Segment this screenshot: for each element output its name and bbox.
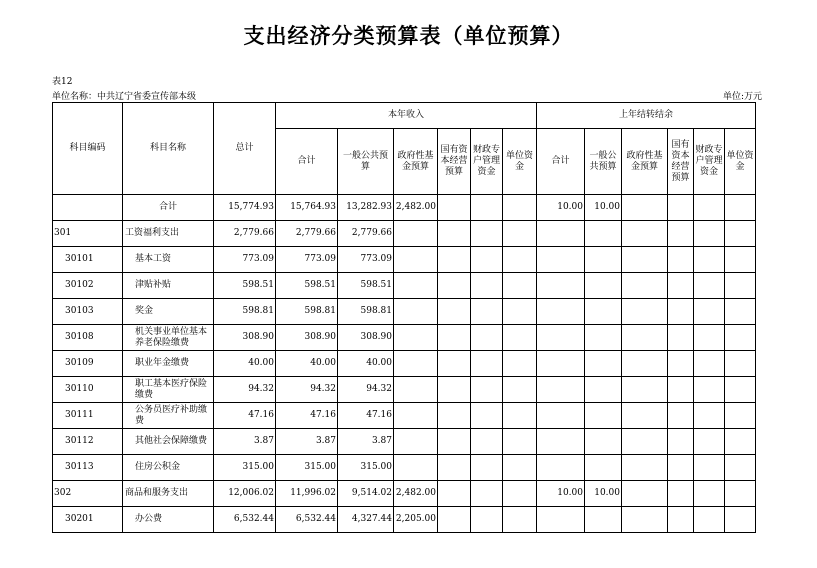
cell-k5 xyxy=(694,247,725,273)
cell-name: 办公费 xyxy=(123,507,214,533)
cell-c3 xyxy=(394,325,438,351)
cell-c1: 308.90 xyxy=(276,325,338,351)
cell-code: 30111 xyxy=(53,403,123,429)
cell-c2: 773.09 xyxy=(338,247,394,273)
cell-c3 xyxy=(394,351,438,377)
cell-k6 xyxy=(725,429,756,455)
cell-c1: 11,996.02 xyxy=(276,481,338,507)
header-cur-col: 财政专户管理资金 xyxy=(471,129,503,195)
header-name: 科目名称 xyxy=(123,103,214,195)
cell-c5 xyxy=(471,429,503,455)
cell-code: 30101 xyxy=(53,247,123,273)
cell-k4 xyxy=(668,221,694,247)
cell-k4 xyxy=(668,455,694,481)
cell-k6 xyxy=(725,273,756,299)
cell-k5 xyxy=(694,325,725,351)
cell-c1: 315.00 xyxy=(276,455,338,481)
cell-k4 xyxy=(668,325,694,351)
cell-k4 xyxy=(668,351,694,377)
budget-table xyxy=(52,102,756,533)
cell-c3: 2,482.00 xyxy=(394,195,438,221)
cell-c6 xyxy=(503,403,537,429)
table-row xyxy=(53,455,756,481)
cell-c2: 94.32 xyxy=(338,377,394,403)
cell-code: 30108 xyxy=(53,325,123,351)
cell-code: 301 xyxy=(53,221,123,247)
cell-k1 xyxy=(537,273,585,299)
cell-c6 xyxy=(503,247,537,273)
cell-k3 xyxy=(622,429,668,455)
cell-k5 xyxy=(694,429,725,455)
cell-c2: 2,779.66 xyxy=(338,221,394,247)
cell-total: 12,006.02 xyxy=(214,481,276,507)
cell-k6 xyxy=(725,455,756,481)
cell-k3 xyxy=(622,273,668,299)
cell-c4 xyxy=(438,455,471,481)
cell-k6 xyxy=(725,247,756,273)
cell-name: 基本工资 xyxy=(123,247,214,273)
table-total-row xyxy=(53,195,756,221)
cell-c3: 2,205.00 xyxy=(394,507,438,533)
cell-total: 598.81 xyxy=(214,299,276,325)
cell-k1: 10.00 xyxy=(537,195,585,221)
cell-k6 xyxy=(725,195,756,221)
cell-total: 3.87 xyxy=(214,429,276,455)
cell-c3 xyxy=(394,403,438,429)
cell-k1 xyxy=(537,325,585,351)
cell-c2: 308.90 xyxy=(338,325,394,351)
header-carry-col: 国有资本经营预算 xyxy=(668,129,694,195)
cell-c5 xyxy=(471,325,503,351)
cell-total: 15,774.93 xyxy=(214,195,276,221)
cell-k2 xyxy=(585,377,622,403)
cell-total: 308.90 xyxy=(214,325,276,351)
cell-k1: 10.00 xyxy=(537,481,585,507)
cell-c4 xyxy=(438,247,471,273)
table-row xyxy=(53,351,756,377)
cell-c4 xyxy=(438,377,471,403)
cell-k1 xyxy=(537,455,585,481)
cell-c4 xyxy=(438,429,471,455)
cell-total: 773.09 xyxy=(214,247,276,273)
cell-name: 工资福利支出 xyxy=(123,221,214,247)
cell-k5 xyxy=(694,507,725,533)
cell-code: 30201 xyxy=(53,507,123,533)
cell-c4 xyxy=(438,325,471,351)
cell-c1: 598.51 xyxy=(276,273,338,299)
table-row xyxy=(53,429,756,455)
table-row xyxy=(53,481,756,507)
cell-total: 6,532.44 xyxy=(214,507,276,533)
cell-k6 xyxy=(725,377,756,403)
cell-c5 xyxy=(471,507,503,533)
table-row xyxy=(53,299,756,325)
cell-k5 xyxy=(694,481,725,507)
cell-total: 315.00 xyxy=(214,455,276,481)
table-row xyxy=(53,273,756,299)
cell-c4 xyxy=(438,221,471,247)
cell-c5 xyxy=(471,403,503,429)
cell-k1 xyxy=(537,403,585,429)
header-current-income: 本年收入 xyxy=(276,103,537,129)
header-carry-col: 政府性基金预算 xyxy=(622,129,668,195)
header-carryover: 上年结转结余 xyxy=(537,103,756,129)
cell-code: 30113 xyxy=(53,455,123,481)
cell-k5 xyxy=(694,455,725,481)
cell-name: 职业年金缴费 xyxy=(123,351,214,377)
table-number: 表12 xyxy=(52,77,73,87)
cell-c2: 4,327.44 xyxy=(338,507,394,533)
cell-k1 xyxy=(537,507,585,533)
cell-k5 xyxy=(694,351,725,377)
cell-c4 xyxy=(438,403,471,429)
cell-code: 30112 xyxy=(53,429,123,455)
cell-c6 xyxy=(503,195,537,221)
cell-k2 xyxy=(585,247,622,273)
cell-k6 xyxy=(725,299,756,325)
cell-k3 xyxy=(622,299,668,325)
header-carry-col: 财政专户管理资金 xyxy=(694,129,725,195)
cell-c5 xyxy=(471,377,503,403)
cell-k4 xyxy=(668,273,694,299)
cell-c4 xyxy=(438,481,471,507)
unit-name: 单位名称：中共辽宁省委宣传部本级 xyxy=(52,92,197,102)
cell-code: 302 xyxy=(53,481,123,507)
cell-c5 xyxy=(471,247,503,273)
cell-c3 xyxy=(394,299,438,325)
cell-c5 xyxy=(471,195,503,221)
cell-name: 合计 xyxy=(123,195,214,221)
table-row xyxy=(53,377,756,403)
cell-c4 xyxy=(438,351,471,377)
cell-c5 xyxy=(471,351,503,377)
cell-c1: 40.00 xyxy=(276,351,338,377)
cell-k3 xyxy=(622,351,668,377)
cell-k3 xyxy=(622,455,668,481)
cell-c2: 13,282.93 xyxy=(338,195,394,221)
cell-c6 xyxy=(503,351,537,377)
cell-c1: 47.16 xyxy=(276,403,338,429)
header-carry-col: 合计 xyxy=(537,129,585,195)
header-cur-col: 单位资金 xyxy=(503,129,537,195)
header-code: 科目编码 xyxy=(53,103,123,195)
header-carry-col: 单位资金 xyxy=(725,129,756,195)
cell-total: 47.16 xyxy=(214,403,276,429)
cell-k5 xyxy=(694,273,725,299)
cell-c6 xyxy=(503,455,537,481)
header-cur-col: 一般公共预算 xyxy=(338,129,394,195)
cell-k4 xyxy=(668,507,694,533)
cell-k3 xyxy=(622,195,668,221)
cell-k4 xyxy=(668,403,694,429)
cell-k2 xyxy=(585,325,622,351)
cell-name: 住房公积金 xyxy=(123,455,214,481)
cell-k6 xyxy=(725,507,756,533)
cell-c4 xyxy=(438,195,471,221)
cell-k2 xyxy=(585,507,622,533)
cell-name: 商品和服务支出 xyxy=(123,481,214,507)
cell-name: 职工基本医疗保险缴费 xyxy=(123,377,214,403)
unit-label: 单位:万元 xyxy=(722,92,762,102)
cell-k6 xyxy=(725,221,756,247)
cell-k3 xyxy=(622,325,668,351)
table-row xyxy=(53,221,756,247)
cell-k4 xyxy=(668,429,694,455)
cell-c5 xyxy=(471,221,503,247)
header-carry-col: 一般公共预算 xyxy=(585,129,622,195)
header-cur-col: 合计 xyxy=(276,129,338,195)
cell-k2: 10.00 xyxy=(585,481,622,507)
cell-code: 30110 xyxy=(53,377,123,403)
cell-code xyxy=(53,195,123,221)
cell-name: 津贴补贴 xyxy=(123,273,214,299)
cell-c1: 598.81 xyxy=(276,299,338,325)
cell-k4 xyxy=(668,299,694,325)
cell-k1 xyxy=(537,221,585,247)
cell-c1: 2,779.66 xyxy=(276,221,338,247)
cell-total: 598.51 xyxy=(214,273,276,299)
cell-k3 xyxy=(622,377,668,403)
cell-k1 xyxy=(537,429,585,455)
cell-k5 xyxy=(694,377,725,403)
page-title: 支出经济分类预算表（单位预算） xyxy=(243,24,574,48)
cell-name: 机关事业单位基本养老保险缴费 xyxy=(123,325,214,351)
cell-c2: 9,514.02 xyxy=(338,481,394,507)
cell-k2 xyxy=(585,273,622,299)
cell-k6 xyxy=(725,403,756,429)
cell-c2: 3.87 xyxy=(338,429,394,455)
cell-c3 xyxy=(394,455,438,481)
header-cur-col: 政府性基金预算 xyxy=(394,129,438,195)
cell-c6 xyxy=(503,377,537,403)
cell-c3 xyxy=(394,429,438,455)
cell-k2 xyxy=(585,351,622,377)
cell-c2: 315.00 xyxy=(338,455,394,481)
cell-k2 xyxy=(585,455,622,481)
cell-c5 xyxy=(471,455,503,481)
cell-code: 30109 xyxy=(53,351,123,377)
cell-c6 xyxy=(503,273,537,299)
cell-c3 xyxy=(394,377,438,403)
table-row xyxy=(53,325,756,351)
cell-c2: 598.81 xyxy=(338,299,394,325)
cell-k6 xyxy=(725,481,756,507)
cell-k3 xyxy=(622,481,668,507)
cell-k1 xyxy=(537,247,585,273)
cell-k5 xyxy=(694,221,725,247)
cell-c5 xyxy=(471,299,503,325)
cell-k2 xyxy=(585,299,622,325)
cell-k1 xyxy=(537,299,585,325)
cell-c5 xyxy=(471,273,503,299)
cell-c2: 47.16 xyxy=(338,403,394,429)
cell-total: 94.32 xyxy=(214,377,276,403)
cell-c6 xyxy=(503,507,537,533)
cell-c1: 773.09 xyxy=(276,247,338,273)
cell-k3 xyxy=(622,507,668,533)
table-row xyxy=(53,247,756,273)
cell-c3 xyxy=(394,247,438,273)
cell-k2 xyxy=(585,221,622,247)
cell-k2 xyxy=(585,429,622,455)
cell-k1 xyxy=(537,377,585,403)
cell-c1: 3.87 xyxy=(276,429,338,455)
cell-c3 xyxy=(394,273,438,299)
cell-c1: 15,764.93 xyxy=(276,195,338,221)
cell-name: 奖金 xyxy=(123,299,214,325)
cell-c4 xyxy=(438,507,471,533)
cell-name: 其他社会保障缴费 xyxy=(123,429,214,455)
cell-k4 xyxy=(668,247,694,273)
cell-c2: 40.00 xyxy=(338,351,394,377)
cell-code: 30103 xyxy=(53,299,123,325)
cell-total: 40.00 xyxy=(214,351,276,377)
cell-c6 xyxy=(503,299,537,325)
cell-k4 xyxy=(668,195,694,221)
cell-k5 xyxy=(694,195,725,221)
cell-k6 xyxy=(725,351,756,377)
table-row xyxy=(53,507,756,533)
cell-k4 xyxy=(668,481,694,507)
cell-k3 xyxy=(622,221,668,247)
cell-c2: 598.51 xyxy=(338,273,394,299)
cell-c6 xyxy=(503,481,537,507)
cell-c4 xyxy=(438,273,471,299)
cell-c6 xyxy=(503,429,537,455)
cell-k3 xyxy=(622,403,668,429)
table-row xyxy=(53,403,756,429)
cell-total: 2,779.66 xyxy=(214,221,276,247)
cell-k5 xyxy=(694,299,725,325)
cell-name: 公务员医疗补助缴费 xyxy=(123,403,214,429)
cell-c6 xyxy=(503,325,537,351)
cell-k3 xyxy=(622,247,668,273)
cell-c1: 94.32 xyxy=(276,377,338,403)
cell-k2: 10.00 xyxy=(585,195,622,221)
cell-c5 xyxy=(471,481,503,507)
cell-c1: 6,532.44 xyxy=(276,507,338,533)
cell-c6 xyxy=(503,221,537,247)
cell-k6 xyxy=(725,325,756,351)
cell-c3 xyxy=(394,221,438,247)
cell-k2 xyxy=(585,403,622,429)
header-total: 总计 xyxy=(214,103,276,195)
cell-k4 xyxy=(668,377,694,403)
cell-k5 xyxy=(694,403,725,429)
cell-c3: 2,482.00 xyxy=(394,481,438,507)
cell-c4 xyxy=(438,299,471,325)
cell-k1 xyxy=(537,351,585,377)
header-cur-col: 国有资本经营预算 xyxy=(438,129,471,195)
cell-code: 30102 xyxy=(53,273,123,299)
